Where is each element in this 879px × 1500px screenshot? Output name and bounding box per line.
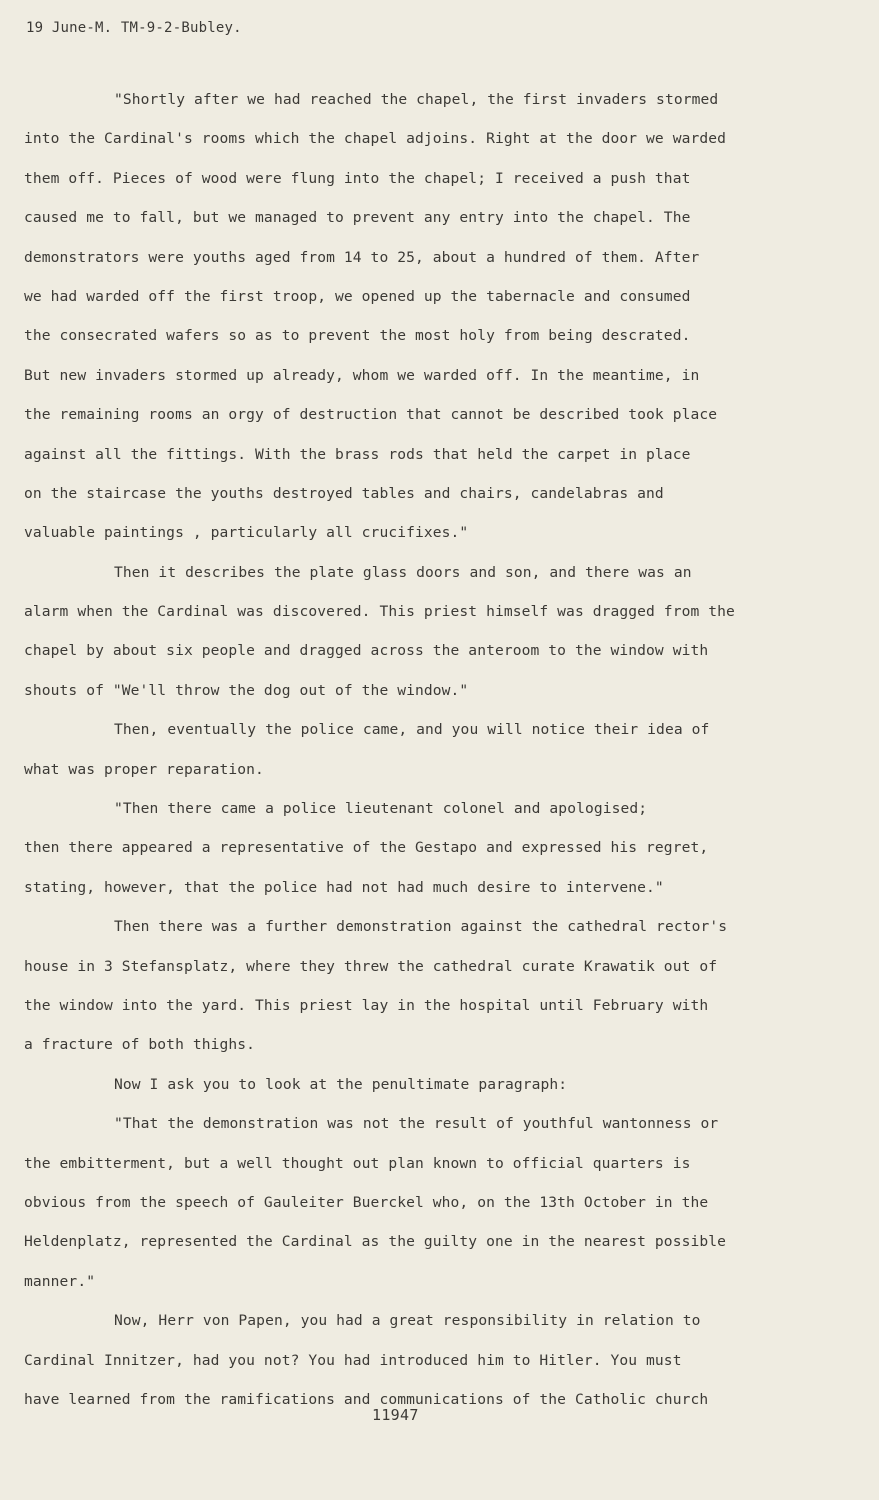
text-line: "Shortly after we had reached the chapel, the first invaders stormed bbox=[114, 91, 719, 108]
text-line: house in 3 Stefansplatz, where they threw the cathedral curate Krawatik out of bbox=[24, 957, 718, 975]
text-line: manner." bbox=[24, 1272, 96, 1290]
text-line: Then it describes the plate glass doors and son, and there was an bbox=[114, 563, 692, 581]
text-line: obvious from the speech of Gauleiter Buerckel who, on the 13th October in the bbox=[24, 1193, 709, 1211]
text-line: caused me to fall, but we managed to prevent any entry into the chapel. The bbox=[24, 209, 691, 227]
text-line: the consecrated wafers so as to prevent the most holy from being descrated. bbox=[24, 327, 691, 345]
text-line: against all the fittings. With the brass rods that held the carpet in place bbox=[24, 445, 691, 463]
body-text bbox=[24, 80, 814, 1419]
text-line: Then there was a further demonstration against the cathedral rector's bbox=[114, 918, 728, 936]
text-line: Now, Herr von Papen, you had a great responsibility in relation to bbox=[114, 1312, 701, 1330]
text-line: Heldenplatz, represented the Cardinal as the guilty one in the nearest possible bbox=[24, 1233, 727, 1251]
text-line: on the staircase the youths destroyed tables and chairs, candelabras and bbox=[24, 484, 664, 502]
text-line: have learned from the ramifications and communications of the Catholic church bbox=[24, 1390, 709, 1408]
text-line: But new invaders stormed up already, whom we warded off. In the meantime, in bbox=[24, 366, 700, 384]
text-line: what was proper reparation. bbox=[24, 760, 264, 778]
text-line: demonstrators were youths aged from 14 to 25, about a hundred of them. After bbox=[24, 248, 700, 266]
text-line: the remaining rooms an orgy of destruction that cannot be described took place bbox=[24, 406, 718, 424]
page-header: 19 June-M. TM-9-2-Bubley. bbox=[26, 20, 242, 36]
text-line: "Then there came a police lieutenant colonel and apologised; bbox=[114, 800, 648, 818]
text-line: the embitterment, but a well thought out plan known to official quarters is bbox=[24, 1154, 691, 1172]
text-line: shouts of "We'll throw the dog out of the window." bbox=[24, 681, 469, 699]
text-line: the window into the yard. This priest lay in the hospital until February with bbox=[24, 996, 709, 1014]
text-line: Then, eventually the police came, and you will notice their idea of bbox=[114, 721, 710, 739]
text-line: stating, however, that the police had not had much desire to intervene." bbox=[24, 878, 664, 896]
text-line: into the Cardinal's rooms which the chapel adjoins. Right at the door we warded bbox=[24, 130, 727, 148]
page-number: 11947 bbox=[372, 1406, 419, 1424]
text-line: Cardinal Innitzer, had you not? You had introduced him to Hitler. You must bbox=[24, 1351, 682, 1369]
text-line: them off. Pieces of wood were flung into the chapel; I received a push that bbox=[24, 169, 691, 187]
text-line: chapel by about six people and dragged across the anteroom to the window with bbox=[24, 642, 709, 660]
text-line: Now I ask you to look at the penultimate paragraph: bbox=[114, 1075, 568, 1093]
text-line: valuable paintings , particularly all crucifixes." bbox=[24, 524, 469, 542]
text-line: "That the demonstration was not the result of youthful wantonness or bbox=[114, 1115, 719, 1133]
text-line: we had warded off the first troop, we opened up the tabernacle and consumed bbox=[24, 287, 691, 305]
text-line: a fracture of both thighs. bbox=[24, 1036, 256, 1054]
text-line: alarm when the Cardinal was discovered. This priest himself was dragged from the bbox=[24, 603, 735, 621]
text-line: then there appeared a representative of the Gestapo and expressed his regret, bbox=[24, 839, 709, 857]
